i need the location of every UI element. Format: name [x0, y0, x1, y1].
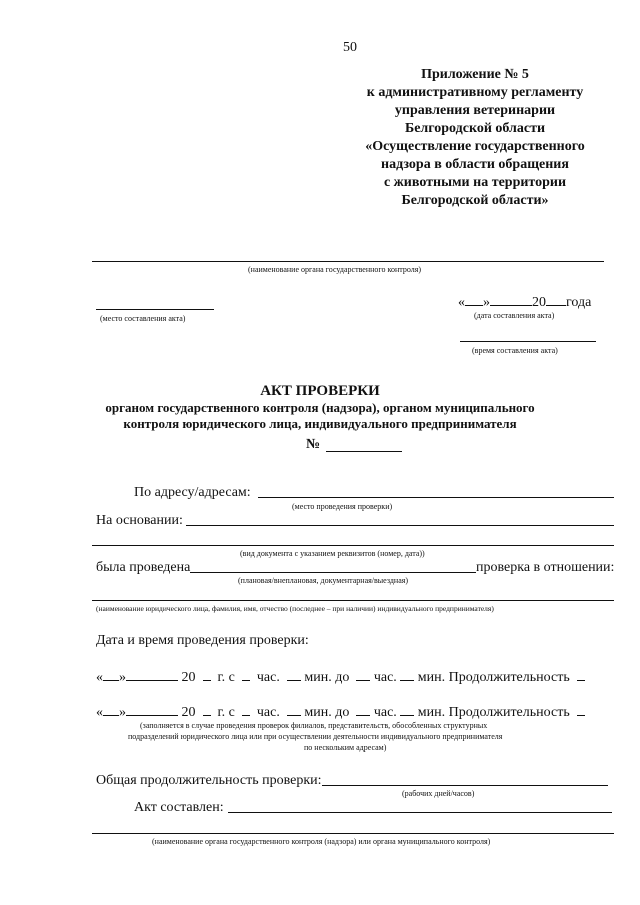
total-duration-line[interactable]	[322, 785, 608, 786]
address-caption: (место проведения проверки)	[292, 502, 393, 511]
act-number-line[interactable]	[326, 451, 402, 452]
appendix-line: с животными на территории	[383, 175, 567, 190]
appendix-line: надзора в области обращения	[381, 157, 569, 172]
branch-note-1: (заполняется в случае проведения проверок филиалов, представительств, обособленных структурных	[140, 721, 488, 730]
compiled-line-2[interactable]	[92, 833, 614, 834]
act-time-line[interactable]	[460, 341, 596, 342]
compiled-line[interactable]	[228, 812, 612, 813]
total-duration-label: Общая продолжительность проверки:	[96, 773, 322, 788]
inspection-kind-line[interactable]	[190, 572, 476, 573]
compiled-label: Акт составлен:	[134, 800, 224, 815]
quote-close: »	[483, 295, 490, 310]
control-body-caption: (наименование органа государственного контроля)	[248, 265, 422, 274]
basis-label: На основании:	[96, 513, 183, 528]
document-title: АКТ ПРОВЕРКИ	[260, 383, 380, 399]
appendix-line: Белгородской области	[404, 121, 546, 136]
appendix-line: «Осуществление государственного	[365, 139, 585, 154]
act-date	[458, 295, 591, 311]
act-place-caption: (место составления акта)	[100, 314, 186, 323]
branch-note-3: по нескольким адресам)	[304, 743, 387, 752]
act-time-caption: (время составления акта)	[472, 346, 558, 355]
time-row-2: « » 20 г. с час. мин. до час. мин. Продолжительность	[96, 705, 585, 721]
inspection-kind-caption: (плановая/внеплановая, документарная/выездная)	[238, 576, 409, 585]
control-body-line[interactable]	[92, 261, 604, 262]
branch-note-2: подразделений юридического лица или при осуществлении деятельности индивидуального предпринимателя	[128, 732, 503, 741]
page-number: 50	[343, 40, 357, 55]
year-prefix: 20	[532, 295, 546, 310]
document-subtitle-1: органом государственного контроля (надзора), органом муниципального	[105, 400, 535, 415]
document-type-caption: (вид документа с указанием реквизитов (номер, дата))	[240, 549, 425, 558]
work-days-caption: (рабочих дней/часов)	[402, 789, 475, 798]
datetime-label: Дата и время проведения проверки:	[96, 633, 309, 648]
address-label: По адресу/адресам:	[134, 485, 251, 500]
appendix-line: Приложение № 5	[421, 67, 529, 82]
act-place-line[interactable]	[96, 309, 214, 310]
entity-line[interactable]	[92, 600, 614, 601]
basis-line[interactable]	[186, 525, 614, 526]
regarding-label: проверка в отношении:	[476, 560, 615, 575]
address-line[interactable]	[258, 497, 614, 498]
appendix-line: Белгородской области»	[401, 193, 549, 208]
quote-open: «	[458, 295, 465, 310]
compiler-body-caption: (наименование органа государственного контроля (надзора) или органа муниципального контроля)	[152, 837, 491, 846]
appendix-line: управления ветеринарии	[394, 103, 556, 118]
time-row-1: « » 20 г. с час. мин. до час. мин. Продолжительность	[96, 670, 585, 686]
appendix-header	[340, 66, 610, 210]
conducted-label: была проведена	[96, 560, 191, 575]
document-subtitle-2: контроля юридического лица, индивидуального предпринимателя	[123, 416, 517, 431]
act-date-caption: (дата составления акта)	[474, 311, 555, 320]
year-word: года	[566, 295, 592, 310]
basis-line-2[interactable]	[92, 545, 614, 546]
appendix-line: к административному регламенту	[366, 85, 584, 100]
entity-caption: (наименование юридического лица, фамилия, имя, отчество (последнее – при наличии) индивидуального предпринимателя)	[96, 604, 494, 613]
number-sign: №	[306, 437, 321, 452]
